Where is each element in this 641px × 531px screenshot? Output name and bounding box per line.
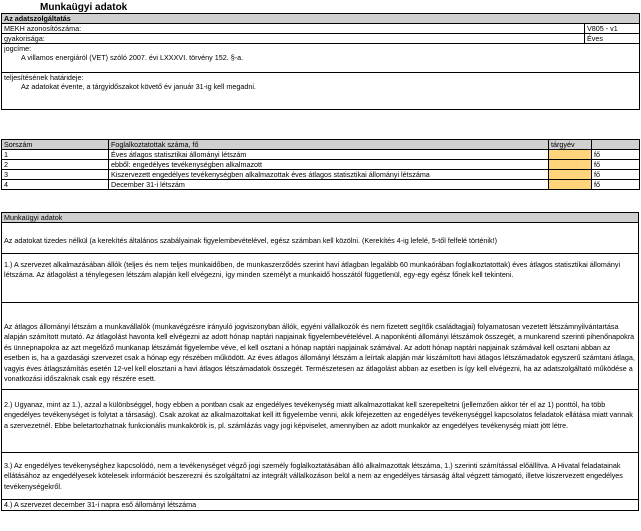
row-description: Kiszervezett engedélyes tevékenységben alkalmazottak éves átlagos statisztikai állományi létszáma xyxy=(109,170,549,180)
row-description: ebből: engedélyes tevékenységben alkalmazott xyxy=(109,160,549,170)
legal-value: A villamos energiáról (VET) szóló 2007. évi LXXXVI. törvény 152. §-a. xyxy=(2,53,640,73)
row-unit: fő xyxy=(592,180,640,190)
section-label: Az adatszolgáltatás xyxy=(2,14,640,24)
row-unit: fő xyxy=(592,160,640,170)
frequency-label: gyakorisága: xyxy=(2,34,585,44)
notes-title: Munkaügyi adatok xyxy=(2,213,638,223)
col-header-year: tárgyév xyxy=(549,140,592,150)
frequency-value: Éves xyxy=(585,34,640,44)
note-paragraph: 4.) A szervezet december 31-i napra eső állományi létszáma xyxy=(4,500,197,509)
table-row xyxy=(2,150,640,160)
row-input-cell[interactable] xyxy=(549,170,592,180)
employment-table xyxy=(1,139,640,190)
note-paragraph: 2.) Ugyanaz, mint az 1.), azzal a különbséggel, hogy ebben a pontban csak az engedélyes tevékenység miatt alkalmazottakat kell szerepeltetni (jellemzően akkor tér el az 1) ponttól, ha több engedélyes tevékenységet is folytat a társaság). Csak azokat az alkalmazottakat kell itt figyelembe venni, akik kifejezetten az engedélyes tevékenységgel kapcsolatos feladatok ellátása miatt vannak a szervezetnél. Ebbe beletartozhatnak funkcionális munkakörök is, pl. számlázás vagy jogi képviselet, amennyiben az adott munkakör az engedélyes tevékenység miatt jött létre. xyxy=(2,390,638,453)
legal-value-row xyxy=(2,53,640,73)
table-row xyxy=(2,170,640,180)
mekh-row xyxy=(2,24,640,34)
page-title: Munkaügyi adatok xyxy=(40,2,128,13)
mekh-label: MEKH azonosítószáma: xyxy=(2,24,585,34)
deadline-label-row xyxy=(2,73,640,83)
row-number: 1 xyxy=(2,150,109,160)
legal-label: jogcíme: xyxy=(4,44,32,53)
col-header-description: Foglalkoztatottak száma, fő xyxy=(109,140,549,150)
table-header-row xyxy=(2,140,640,150)
col-header-unit xyxy=(592,140,640,150)
header-section-row xyxy=(2,14,640,24)
row-input-cell[interactable] xyxy=(549,180,592,190)
note-paragraph: Az adatokat tizedes nélkül (a kerekítés általános szabályainak figyelembevételével, egész számban kell közölni. (Kerekítés 4-ig lefelé, 5-től felfelé történik!) xyxy=(2,223,638,254)
table-row xyxy=(2,180,640,190)
row-unit: fő xyxy=(592,150,640,160)
row-unit: fő xyxy=(592,170,640,180)
row-description: Éves átlagos statisztikai állományi létszám xyxy=(109,150,549,160)
row-input-cell[interactable] xyxy=(549,160,592,170)
header-table xyxy=(1,13,640,110)
row-number: 3 xyxy=(2,170,109,180)
deadline-label: teljesítésének határideje: xyxy=(4,73,84,82)
frequency-row xyxy=(2,34,640,44)
deadline-value: Az adatokat évente, a tárgyidőszakot követő év január 31-ig kell megadni. xyxy=(21,82,256,91)
table-row xyxy=(2,160,640,170)
note-paragraph: 1.) A szervezet alkalmazásában állók (teljes és nem teljes munkaidőben, de munkaszerződés szerint havi átlagban legalább 60 munkaórában foglalkoztatottak) éves átlagos statisztikai állományi létszáma. Az átlagolást a ténylegesen létszám alapján kell elvégezni, így minden személyt a munkaidő hosszától függetlenül, egy-egy egész főnek kell tekinteni. xyxy=(2,254,638,303)
note-paragraph: 3.) Az engedélyes tevékenységhez kapcsolódó, nem a tevékenységet végző jogi személy foglalkoztatásában álló alkalmazottak létszáma, 1.) szerinti számítással előállítva. A Hivatal feladatainak ellátásához az engedélyesek kötelesek információt beszerezni és szolgáltatni az integrált vállalkozáson belül a nem az engedélyes társaság által végzett támogató, illetve kiszervezett engedélyes tevékenységekről. xyxy=(2,453,638,500)
note-paragraph: Az átlagos állományi létszám a munkavállalók (munkavégzésre irányuló jogviszonyban állók, egyéni vállalkozók és nem fizetett segítők családtagjai) folyamatosan vezetett létszámnyilvántartása alapján számított mutató. Az átlagolást havonta kell elvégezni az adott hónap naptári napjainak figyelembevételével. A naponkénti állományi létszámok összegét, a munkarend szerinti pihenőnapokra és ünnepnapokra az azt megelőző munkanap létszámát figyelembe véve, el kell osztani a hónap naptári napjainak számával. Az adott hónap naptári napjainak számával kell osztani abban az esetben is, ha a gazdasági szervezet csak a hónap egy részében működött. Az éves átlagos állományi létszám a leírtak alapján már kiszámított havi átlagos létszámadatok egyszerű számtani átlaga, vagyis éves átlagszámítás esetén 12-vel kell elosztani a havi átlagos létszámadatok összegét. Természetesen az átlagolást abban az esetben is így kell elvégezni, ha az adatszolgáltató működése a vonatkozási időszaknak csak egy részére esett. xyxy=(2,303,638,390)
notes-section xyxy=(1,212,639,511)
mekh-value: V805 - v1 xyxy=(585,24,640,34)
row-number: 4 xyxy=(2,180,109,190)
legal-label-row xyxy=(2,44,640,54)
row-number: 2 xyxy=(2,160,109,170)
col-header-number: Sorszám xyxy=(2,140,109,150)
deadline-value-row xyxy=(2,82,640,110)
row-input-cell[interactable] xyxy=(549,150,592,160)
row-description: December 31-i létszám xyxy=(109,180,549,190)
